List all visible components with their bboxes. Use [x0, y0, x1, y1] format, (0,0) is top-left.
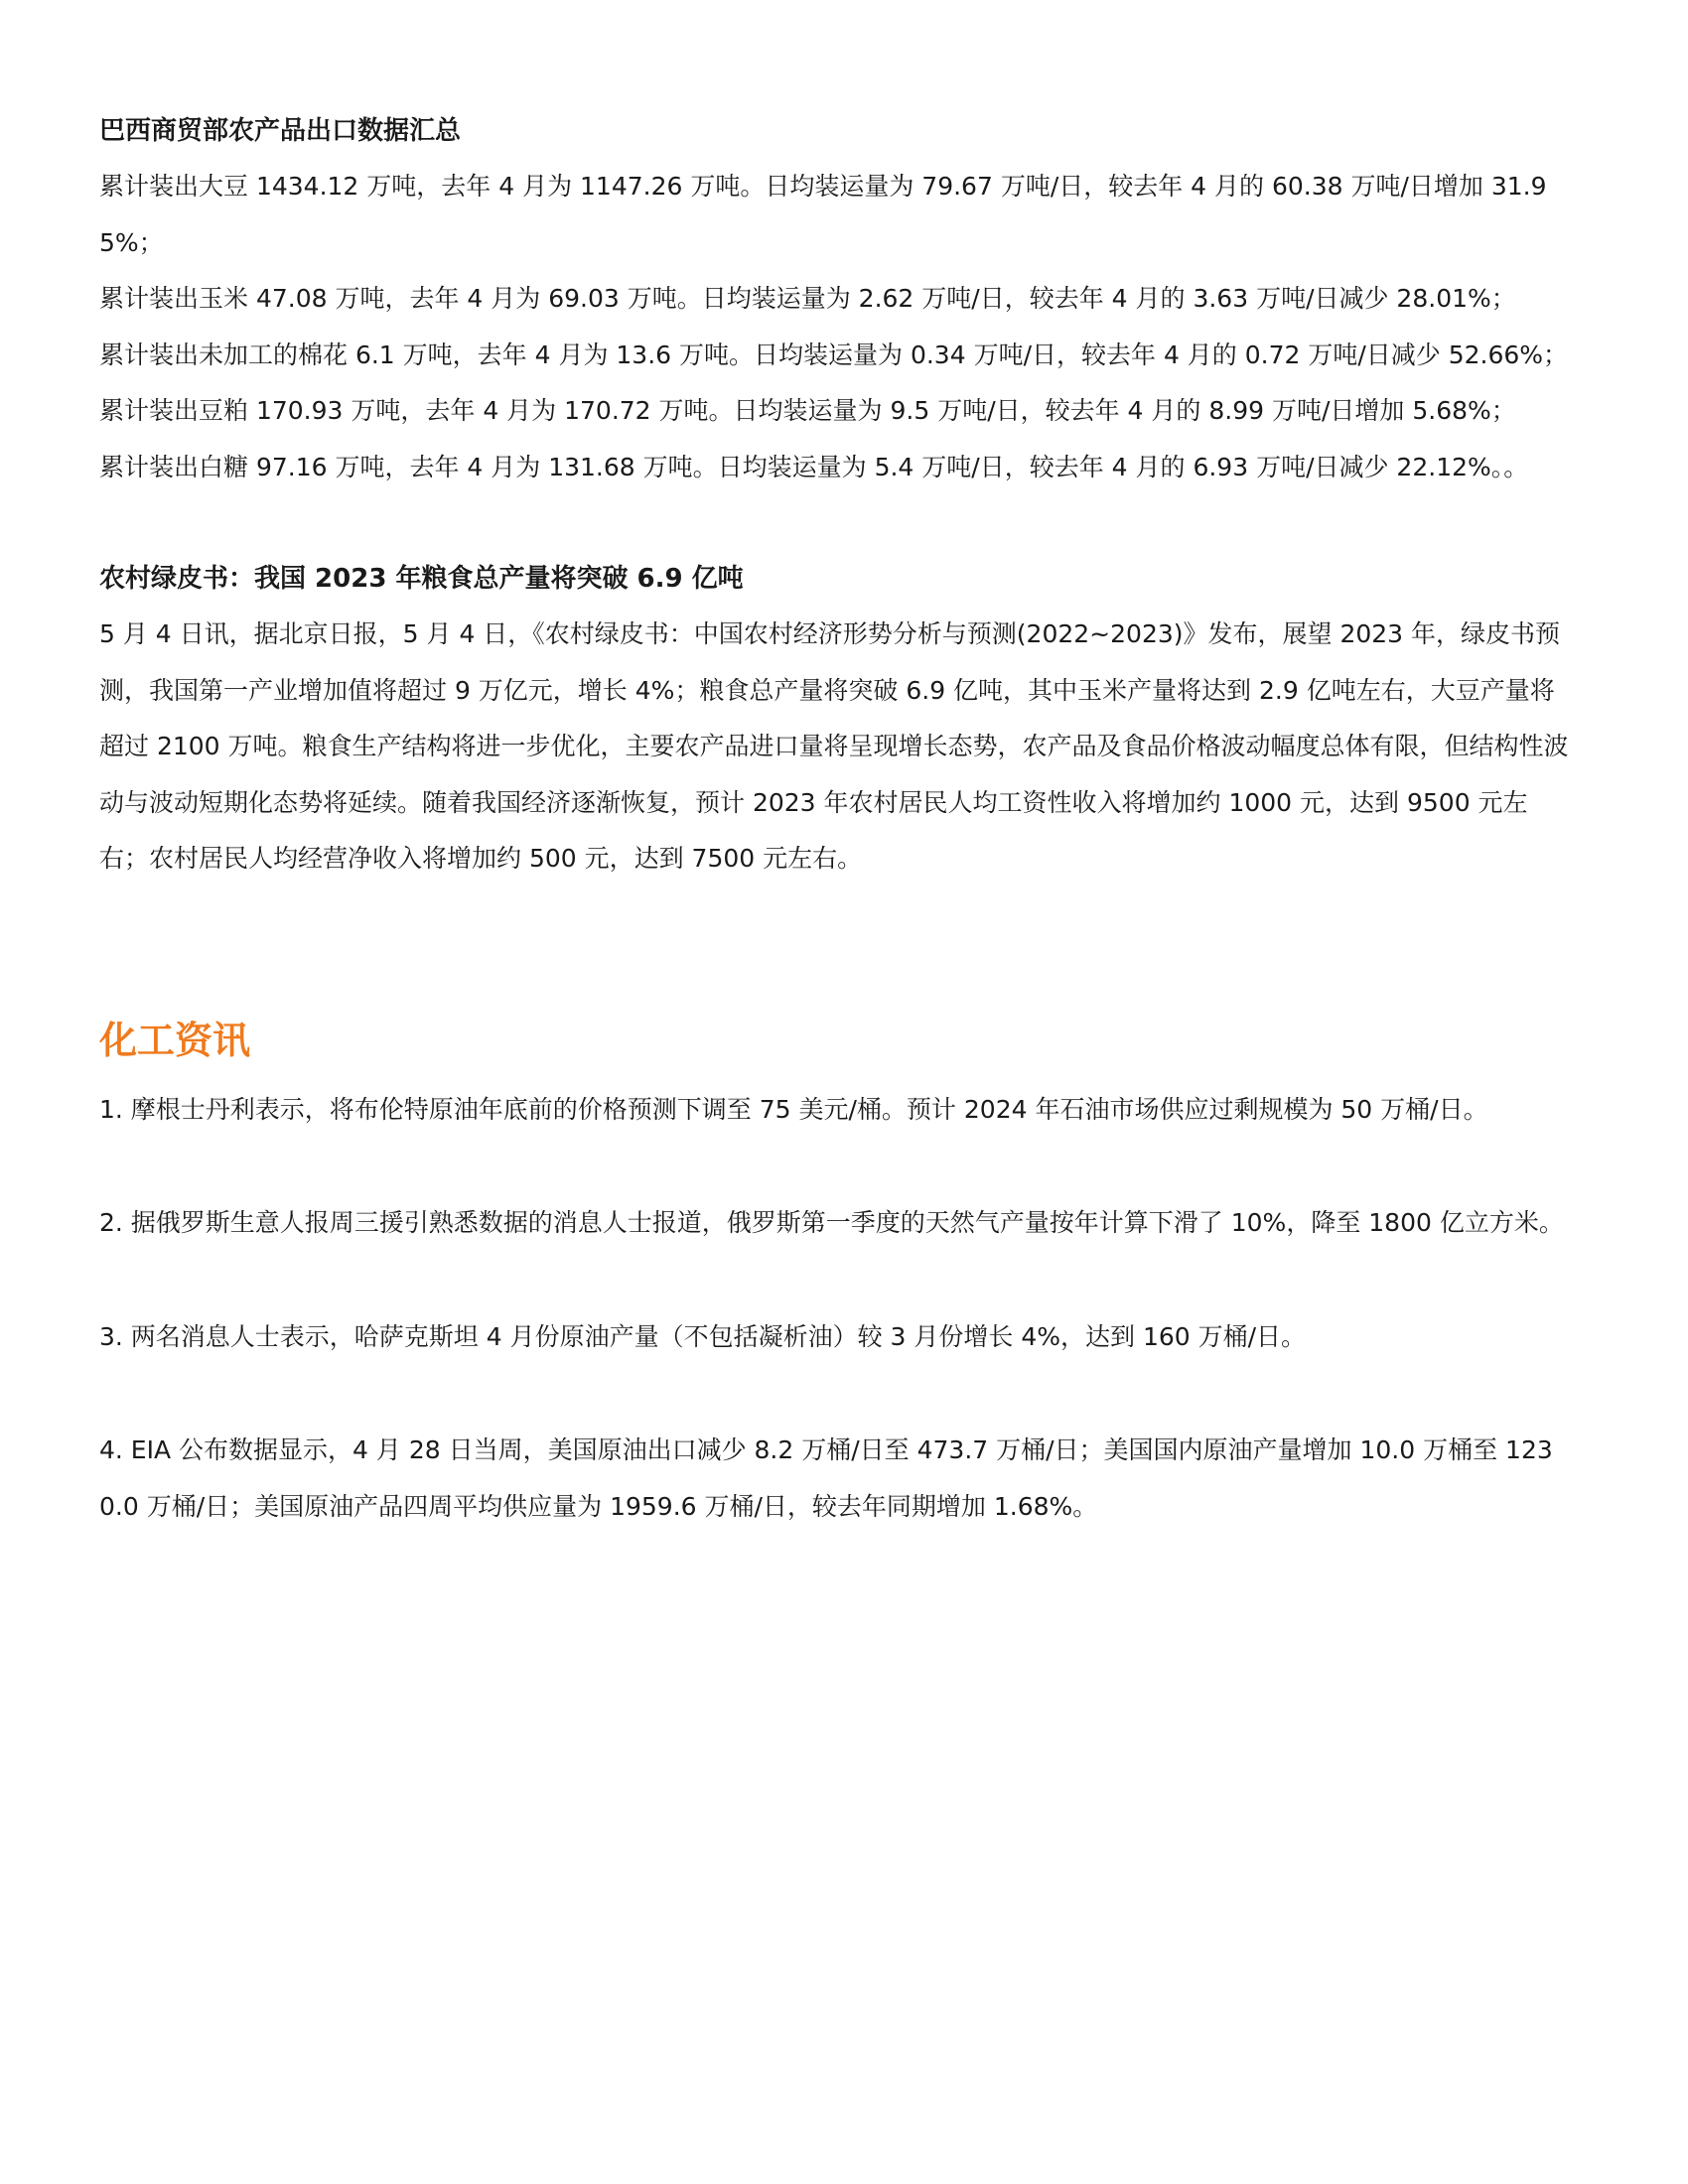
chem-news-title: 化工资讯	[99, 1018, 251, 1062]
chem-news-item-4: 4. EIA 公布数据显示，4 月 28 日当周，美国原油出口减少 8.2 万桶/日至 473.7 万桶/日；美国国内原油产量增加 10.0 万桶至 1230.0 万桶/日；美国原油产品四周平均供应量为 1959.6 万桶/日，较去年同期增加 1.68%。	[99, 1435, 1553, 1521]
document-page	[99, 103, 1569, 1592]
export-line-sugar: 累计装出白糖 97.16 万吨，去年 4 月为 131.68 万吨。日均装运量为 5.4 万吨/日，较去年 4 月的 6.93 万吨/日减少 22.12%。。	[99, 452, 1529, 481]
green-book-body: 5 月 4 日讯，据北京日报，5 月 4 日，《农村绿皮书：中国农村经济形势分析与预测(2022~2023)》发布，展望 2023 年，绿皮书预测，我国第一产业增加值将超过 9 万亿元，增长 4%；粮食总产量将突破 6.9 亿吨，其中玉米产量将达到 2.9 亿吨左右，大豆产量将超过 2100 万吨。粮食生产结构将进一步优化，主要农产品进口量将呈现增长态势，农产品及食品价格波动幅度总体有限，但结构性波动与波动短期化态势将延续。随着我国经济逐渐恢复，预计 2023 年农村居民人均工资性收入将增加约 1000 元，达到 9500 元左右；农村居民人均经营净收入将增加约 500 元，达到 7500 元左右。	[99, 619, 1569, 873]
brazil-exports-title: 巴西商贸部农产品出口数据汇总	[99, 116, 462, 146]
chem-news-item-2: 2. 据俄罗斯生意人报周三援引熟悉数据的消息人士报道，俄罗斯第一季度的天然气产量按年计算下滑了 10%，降至 1800 亿立方米。	[99, 1208, 1564, 1237]
chem-news-item-3: 3. 两名消息人士表示，哈萨克斯坦 4 月份原油产量（不包括凝析油）较 3 月份增长 4%，达到 160 万桶/日。	[99, 1321, 1307, 1351]
export-line-soymeal: 累计装出豆粕 170.93 万吨，去年 4 月为 170.72 万吨。日均装运量为 9.5 万吨/日，较去年 4 月的 8.99 万吨/日增加 5.68%；	[99, 396, 1516, 425]
green-book-title: 农村绿皮书：我国 2023 年粮食总产量将突破 6.9 亿吨	[99, 564, 744, 594]
export-line-corn: 累计装出玉米 47.08 万吨，去年 4 月为 69.03 万吨。日均装运量为 2.62 万吨/日，较去年 4 月的 3.63 万吨/日减少 28.01%；	[99, 284, 1516, 313]
chem-news-item-1: 1. 摩根士丹利表示，将布伦特原油年底前的价格预测下调至 75 美元/桶。预计 2024 年石油市场供应过剩规模为 50 万桶/日。	[99, 1094, 1488, 1124]
export-line-cotton: 累计装出未加工的棉花 6.1 万吨，去年 4 月为 13.6 万吨。日均装运量为 0.34 万吨/日，较去年 4 月的 0.72 万吨/日减少 52.66%；	[99, 340, 1569, 369]
green-book-section	[99, 551, 1569, 887]
brazil-exports-section	[99, 103, 1569, 495]
export-line-soybean: 累计装出大豆 1434.12 万吨，去年 4 月为 1147.26 万吨。日均装运量为 79.67 万吨/日，较去年 4 月的 60.38 万吨/日增加 31.95%；	[99, 172, 1547, 257]
chem-news-section	[99, 1007, 1569, 1536]
